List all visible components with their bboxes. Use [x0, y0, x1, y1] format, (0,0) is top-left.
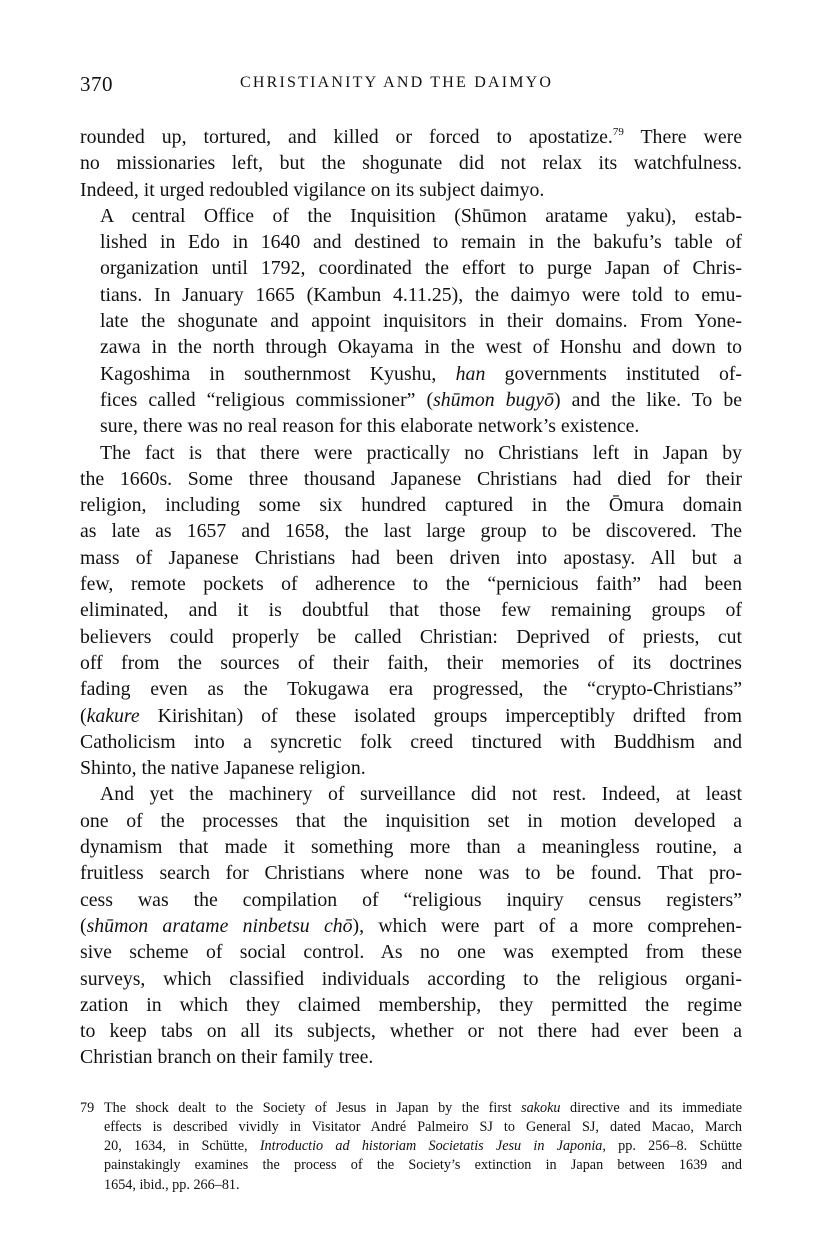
text-line: organization until 1792, coordinated the effort to purge Japan of Chris-: [100, 257, 742, 280]
text-line: rounded up, tortured, and killed or forced to apostatize.$^{79}$ There were: [80, 126, 742, 148]
text-line: off from the sources of their faith, their memories of its doctrines: [80, 651, 742, 674]
text-line: sure, there was no real reason for this elaborate network’s existence.: [100, 415, 640, 438]
book-page: [80, 66, 742, 1195]
text-line: Kagoshima in southernmost Kyushu, han governments instituted of-: [100, 362, 743, 385]
text-line: few, remote pockets of adherence to the “pernicious faith” had been: [80, 573, 742, 596]
paragraph-3: [80, 440, 742, 782]
text-line: zawa in the north through Okayama in the west of Honshu and down to: [100, 336, 742, 359]
running-title: CHRISTIANITY AND THE DAIMYO: [240, 74, 554, 91]
text-line: believers could properly be called Christian: Deprived of priests, cut: [80, 625, 742, 648]
text-line: sive scheme of social control. As no one was exempted from these: [80, 941, 742, 964]
text-line: Shinto, the native Japanese religion.: [80, 757, 366, 780]
footnote-number: 79: [80, 1099, 95, 1116]
footnote-line: 20, 1634, in Schütte, Introductio ad historiam Societatis Jesu in Japonia, pp. 256–8. Schütte: [104, 1138, 742, 1155]
text-line: one of the processes that the inquisition set in motion developed a: [80, 809, 742, 832]
text-line: dynamism that made it something more than a meaningless routine, a: [80, 836, 742, 859]
footnote-ref-79: 79: [612, 126, 624, 138]
text-line: fruitless search for Christians where none was to be found. That pro-: [80, 862, 742, 885]
text-line: Indeed, it urged redoubled vigilance on its subject daimyo.: [80, 178, 545, 201]
text-line: fading even as the Tokugawa era progressed, the “crypto-Christians”: [80, 678, 742, 701]
running-head: [80, 66, 742, 102]
paragraph-4: [80, 781, 742, 1070]
footnote-line: 1654, ibid., pp. 266–81.: [104, 1176, 240, 1193]
footnote-line: effects is described vividly in Visitator André Palmeiro SJ to General SJ, dated Macao, March: [104, 1118, 742, 1135]
text-line: fices called “religious commissioner” (shūmon bugyō) and the like. To be: [100, 388, 742, 411]
text-line: to keep tabs on all its subjects, whether or not there had ever been a: [80, 1020, 742, 1043]
body-text: [80, 124, 742, 1071]
text-line: cess was the compilation of “religious inquiry census registers”: [80, 888, 742, 911]
footnote-line: painstakingly examines the process of the Society’s extinction in Japan between 1639 and: [104, 1157, 742, 1174]
text-line: A central Office of the Inquisition (Shūmon aratame yaku), estab-: [100, 204, 742, 227]
text-line: as late as 1657 and 1658, the last large group to be discovered. The: [80, 520, 742, 543]
text-line: mass of Japanese Christians had been driven into apostasy. All but a: [80, 546, 742, 569]
footnote-line: The shock dealt to the Society of Jesus in Japan by the first sakoku directive and its immediate: [104, 1099, 742, 1116]
text-line: religion, including some six hundred captured in the Ōmura domain: [80, 494, 742, 517]
text-line: (shūmon aratame ninbetsu chō), which were part of a more comprehen-: [80, 914, 743, 937]
text-line: The fact is that there were practically no Christians left in Japan by: [100, 441, 742, 464]
page-number: 370: [80, 72, 113, 96]
text-line: late the shogunate and appoint inquisitors in their domains. From Yone-: [100, 310, 742, 333]
text-line: eliminated, and it is doubtful that those few remaining groups of: [80, 599, 742, 622]
text-line: zation in which they claimed membership, they permitted the regime: [80, 993, 742, 1016]
paragraph-1: [80, 124, 742, 203]
text-line: Catholicism into a syncretic folk creed tinctured with Buddhism and: [80, 730, 742, 753]
text-line: no missionaries left, but the shogunate did not relax its watchfulness.: [80, 152, 742, 175]
text-line: lished in Edo in 1640 and destined to remain in the bakufu’s table of: [100, 231, 742, 254]
text-line: Christian branch on their family tree.: [80, 1046, 374, 1069]
text-line: tians. In January 1665 (Kambun 4.11.25), the daimyo were told to emu-: [100, 283, 742, 306]
footnote-79: [80, 1099, 742, 1195]
text-line: (kakure Kirishitan) of these isolated groups imperceptibly drifted from: [80, 704, 742, 727]
paragraph-2: [80, 203, 742, 440]
text-line: surveys, which classified individuals according to the religious organi-: [80, 967, 742, 990]
text-line: And yet the machinery of surveillance did not rest. Indeed, at least: [100, 783, 742, 806]
text-line: the 1660s. Some three thousand Japanese Christians had died for their: [80, 467, 742, 490]
